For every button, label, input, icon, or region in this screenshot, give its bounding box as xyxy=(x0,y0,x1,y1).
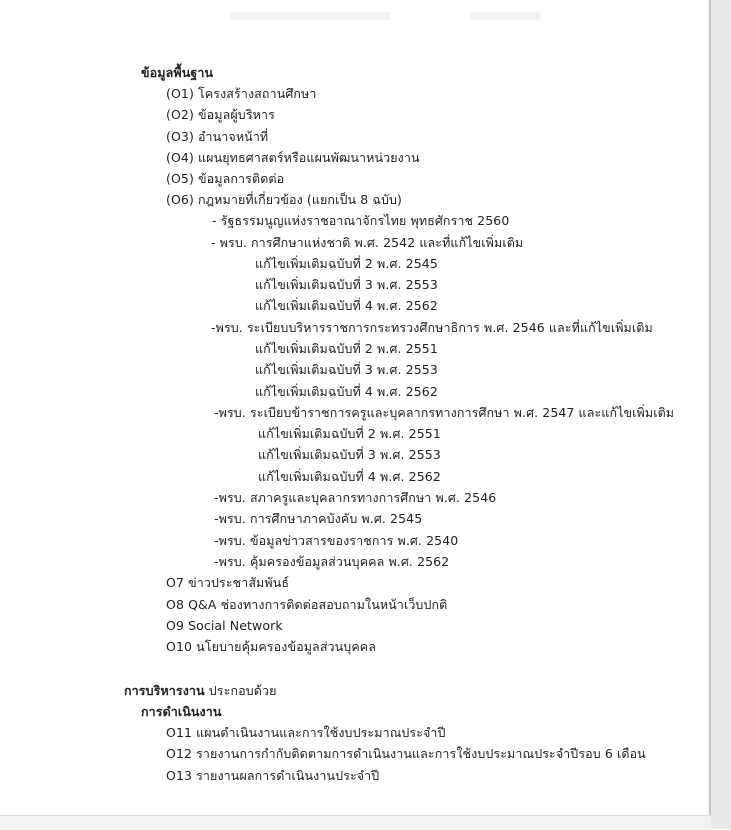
item-o10: O10 นโยบายคุ้มครองข้อมูลส่วนบุคคล xyxy=(166,639,377,654)
item-o1: (O1) โครงสร้างสถานศึกษา xyxy=(166,86,317,101)
law-education-amend-2: แก้ไขเพิ่มเติมฉบับที่ 2 พ.ศ. 2545 xyxy=(255,256,438,271)
subheading-operations: การดำเนินงาน xyxy=(141,704,222,719)
law-constitution: - รัฐธรรมนูญแห่งราชอาณาจักรไทย พุทธศักราช 2560 xyxy=(212,213,510,228)
item-o6: (O6) กฎหมายที่เกี่ยวข้อง (แยกเป็น 8 ฉบับ) xyxy=(166,192,402,207)
administration-heading-rest: ประกอบด้วย xyxy=(204,683,277,698)
law-education-amend-3: แก้ไขเพิ่มเติมฉบับที่ 3 พ.ศ. 2553 xyxy=(255,277,438,292)
item-o2: (O2) ข้อมูลผู้บริหาร xyxy=(166,107,275,122)
law-teacher-amend-2: แก้ไขเพิ่มเติมฉบับที่ 2 พ.ศ. 2551 xyxy=(258,426,441,441)
item-o12: O12 รายงานการกำกับติดตามการดำเนินงานและการใช้งบประมาณประจำปีรอบ 6 เดือน xyxy=(166,746,646,761)
law-personal-data-protection: -พรบ. คุ้มครองข้อมูลส่วนบุคคล พ.ศ. 2562 xyxy=(214,554,450,569)
law-teacher-amend-4: แก้ไขเพิ่มเติมฉบับที่ 4 พ.ศ. 2562 xyxy=(258,469,441,484)
item-o7: O7 ข่าวประชาสัมพันธ์ xyxy=(166,575,290,590)
faint-header-left xyxy=(230,12,390,20)
law-education-amend-4: แก้ไขเพิ่มเติมฉบับที่ 4 พ.ศ. 2562 xyxy=(255,298,438,313)
item-o4: (O4) แผนยุทธศาสตร์หรือแผนพัฒนาหน่วยงาน xyxy=(166,150,420,165)
law-moe-admin: -พรบ. ระเบียบบริหารราชการกระทรวงศึกษาธิการ พ.ศ. 2546 และที่แก้ไขเพิ่มเติม xyxy=(211,320,653,335)
item-o9: O9 Social Network xyxy=(166,618,283,633)
law-teacher-civil-service: -พรบ. ระเบียบข้าราชการครูและบุคลากรทางการศึกษา พ.ศ. 2547 และแก้ไขเพิ่มเติม xyxy=(214,405,675,420)
law-compulsory-education: -พรบ. การศึกษาภาคบังคับ พ.ศ. 2545 xyxy=(214,511,423,526)
law-teacher-amend-3: แก้ไขเพิ่มเติมฉบับที่ 3 พ.ศ. 2553 xyxy=(258,447,441,462)
law-official-information: -พรบ. ข้อมูลข่าวสารของราชการ พ.ศ. 2540 xyxy=(214,533,459,548)
faint-header-right xyxy=(470,12,540,20)
law-education-act: - พรบ. การศึกษาแห่งชาติ พ.ศ. 2542 และที่แก้ไขเพิ่มเติม xyxy=(211,235,524,250)
page-edge-bottom xyxy=(0,815,711,830)
item-o8: O8 Q&A ช่องทางการติดต่อสอบถามในหน้าเว็บปกติ xyxy=(166,597,448,612)
administration-heading-bold: การบริหารงาน xyxy=(124,683,205,698)
item-o3: (O3) อำนาจหน้าที่ xyxy=(166,129,269,144)
item-o13: O13 รายงานผลการดำเนินงานประจำปี xyxy=(166,768,380,783)
page-edge-right xyxy=(711,0,731,829)
section-heading-basic-info: ข้อมูลพื้นฐาน xyxy=(141,65,214,80)
section-heading-administration xyxy=(124,683,277,699)
law-moe-admin-amend-3: แก้ไขเพิ่มเติมฉบับที่ 3 พ.ศ. 2553 xyxy=(255,362,438,377)
law-teachers-council: -พรบ. สภาครูและบุคลากรทางการศึกษา พ.ศ. 2546 xyxy=(214,490,497,505)
law-moe-admin-amend-2: แก้ไขเพิ่มเติมฉบับที่ 2 พ.ศ. 2551 xyxy=(255,341,438,356)
item-o5: (O5) ข้อมูลการติดต่อ xyxy=(166,171,285,186)
law-moe-admin-amend-4: แก้ไขเพิ่มเติมฉบับที่ 4 พ.ศ. 2562 xyxy=(255,384,438,399)
item-o11: O11 แผนดำเนินงานและการใช้งบประมาณประจำปี xyxy=(166,725,446,740)
